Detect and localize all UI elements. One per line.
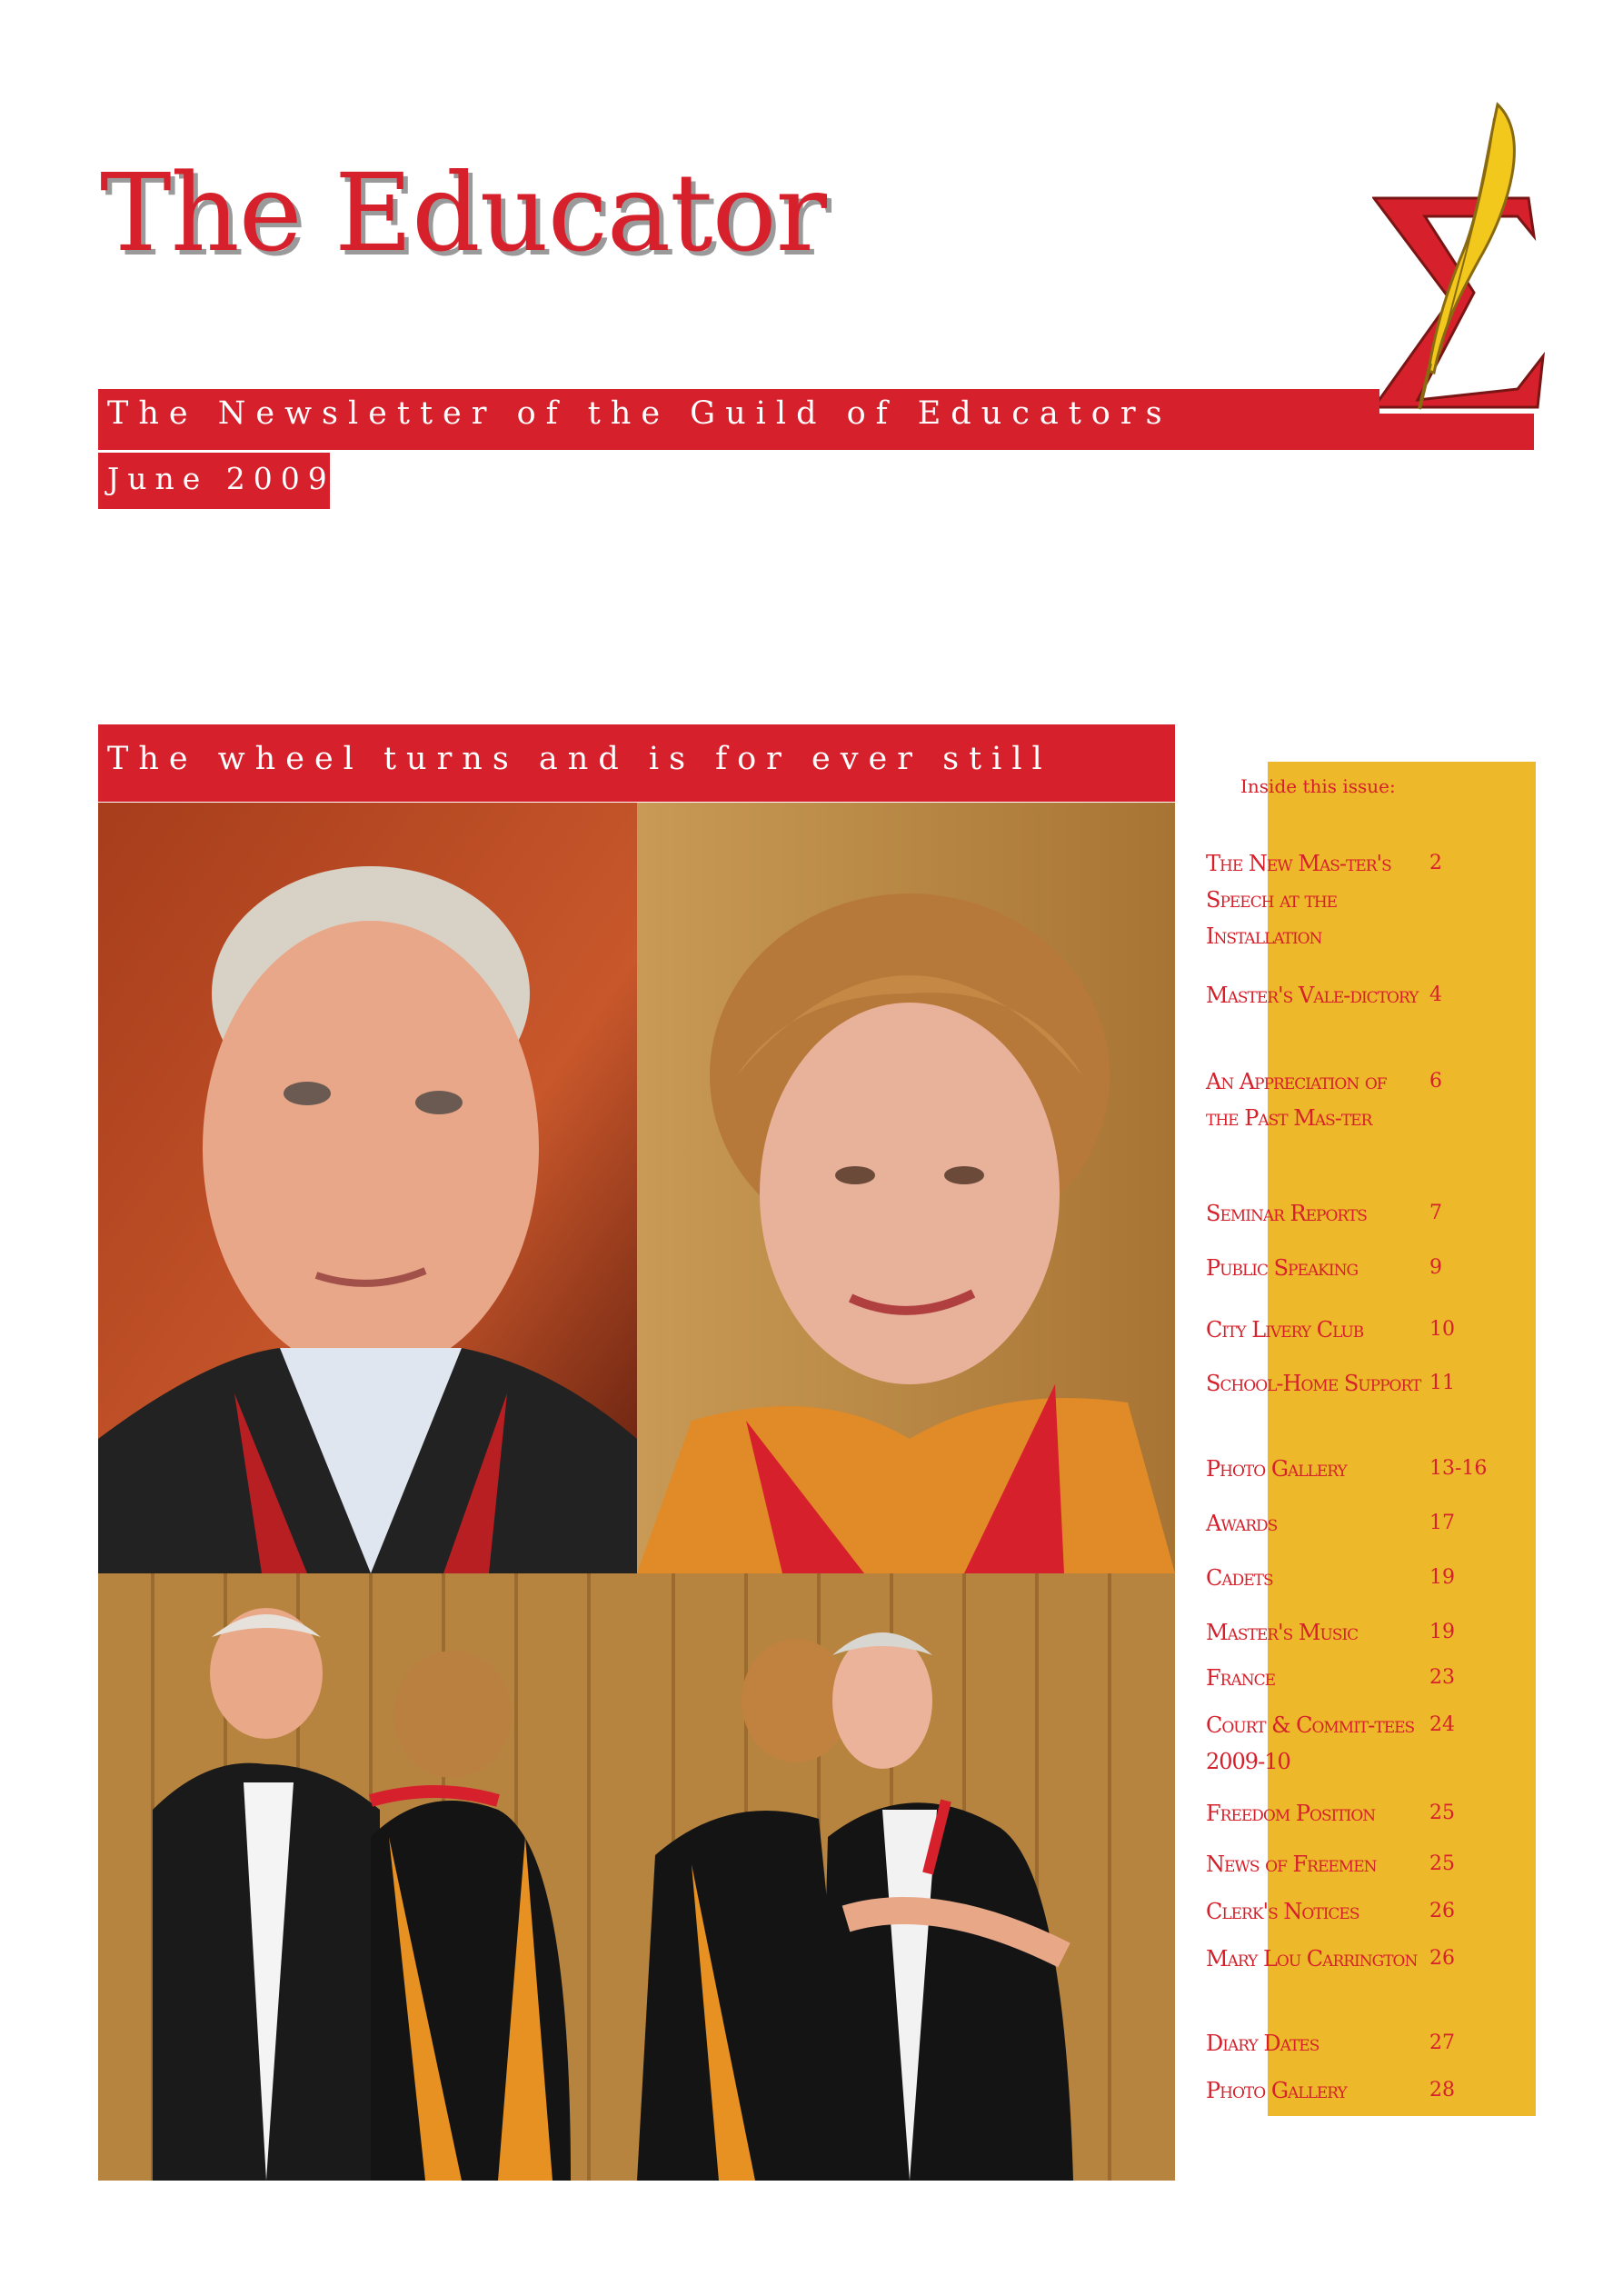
toc-page: 19	[1429, 1621, 1455, 1643]
toc-page: 23	[1429, 1666, 1455, 1689]
toc-page: 17	[1429, 1512, 1455, 1534]
inside-this-issue-label: Inside this issue:	[1240, 775, 1396, 797]
toc-title: Clerk's Notices	[1206, 1899, 1359, 1924]
toc-title: News of Freemen	[1206, 1852, 1377, 1877]
toc-title: Master's Vale-dictory	[1206, 983, 1419, 1008]
toc-title: Photo Gallery	[1206, 1456, 1347, 1482]
toc-page: 9	[1429, 1256, 1442, 1279]
toc-title: School-Home Support	[1206, 1371, 1421, 1396]
feature-headline: The wheel turns and is for ever still	[107, 741, 1052, 777]
toc-title: Mary Lou Carrington	[1206, 1946, 1418, 1972]
toc-page: 6	[1429, 1070, 1442, 1093]
toc-title: France	[1206, 1665, 1276, 1691]
sigma-quill-logo	[1372, 100, 1549, 414]
toc-title: Public Speaking	[1206, 1255, 1359, 1281]
toc-title: Master's Music	[1206, 1620, 1359, 1645]
toc-page: 28	[1429, 2079, 1455, 2101]
newsletter-subtitle: The Newsletter of the Guild of Educators	[107, 395, 1172, 432]
toc-title: The New Mas-ter's Speech at the Installation	[1206, 851, 1391, 949]
man-portrait-photo	[98, 803, 637, 1573]
toc-title: City Livery Club	[1206, 1317, 1364, 1343]
toc-title: Photo Gallery	[1206, 2078, 1347, 2103]
toc-title: Diary Dates	[1206, 2031, 1319, 2056]
toc-page: 27	[1429, 2031, 1455, 2054]
toc-title: Court & Commit-tees 2009-10	[1206, 1712, 1415, 1774]
toc-title: Cadets	[1206, 1565, 1273, 1591]
toc-page: 25	[1429, 1802, 1455, 1824]
toc-title: An Appreciation of the Past Mas-ter	[1206, 1069, 1387, 1131]
woman-portrait-photo	[637, 803, 1175, 1573]
toc-page: 25	[1429, 1852, 1455, 1875]
toc-page: 13-16	[1429, 1457, 1488, 1480]
toc-page: 26	[1429, 1947, 1455, 1970]
toc-page: 11	[1429, 1372, 1455, 1394]
kiss-greeting-photo	[637, 1573, 1175, 2181]
toc-title: Seminar Reports	[1206, 1201, 1367, 1226]
toc-page: 19	[1429, 1566, 1455, 1589]
toc-page: 7	[1429, 1202, 1442, 1224]
toc-page: 10	[1429, 1318, 1455, 1341]
toc-page: 26	[1429, 1900, 1455, 1922]
toc-page: 4	[1429, 983, 1442, 1006]
chain-of-office-photo	[98, 1573, 637, 2181]
newsletter-title: The Educator	[100, 150, 827, 275]
issue-date: June 2009	[107, 461, 335, 496]
toc-page: 24	[1429, 1713, 1455, 1736]
toc-title: Awards	[1206, 1511, 1278, 1536]
toc-title: Freedom Position	[1206, 1801, 1376, 1826]
toc-page: 2	[1429, 852, 1442, 874]
